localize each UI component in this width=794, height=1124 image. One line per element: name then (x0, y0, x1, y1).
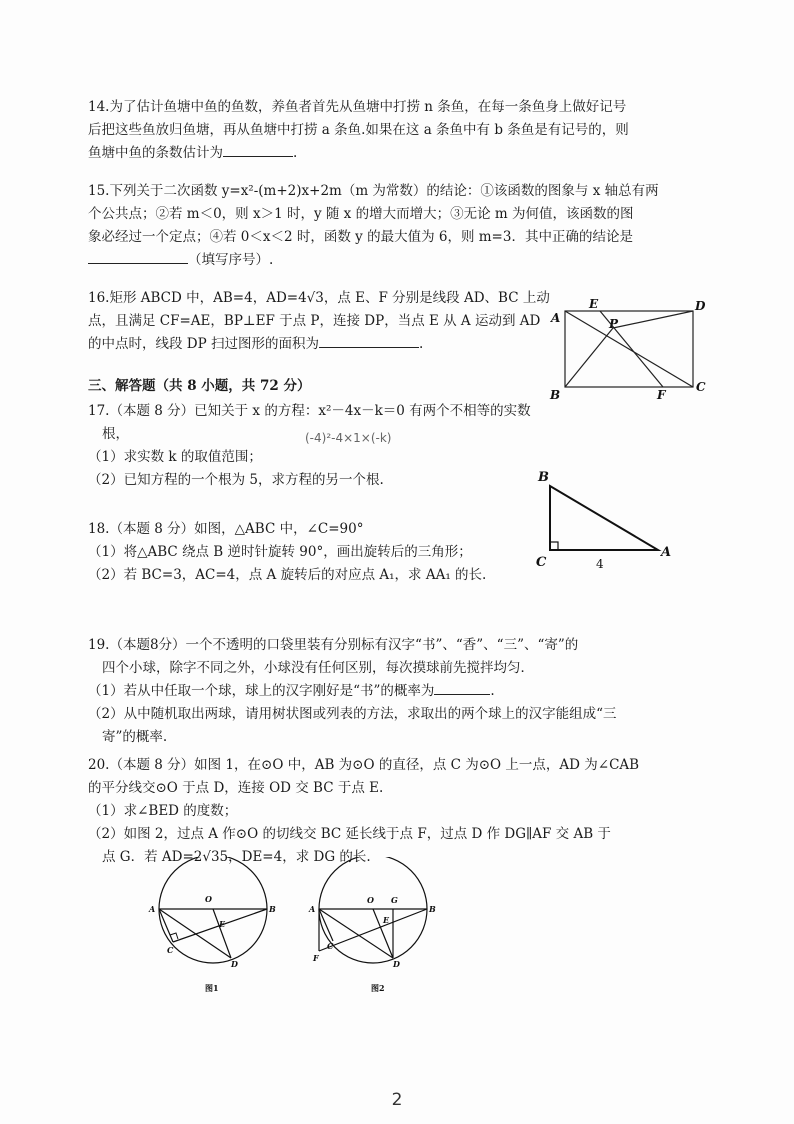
q16-line1: 16.矩形 ABCD 中，AB=4，AD=4√3，点 E、F 分别是线段 AD、BC 上动 (88, 290, 550, 306)
question-19 (88, 634, 668, 749)
question-18 (88, 518, 528, 587)
q20-figure-1 (145, 857, 285, 999)
q19-line1: 19.（本题8分）一个不透明的口袋里装有分别标有汉字“书”、“香”、“三”、“寄”的 (88, 637, 579, 653)
q19-line2: 四个小球，除字不同之外，小球没有任何区别，每次摸球前先搅拌均匀． (102, 660, 534, 676)
q20-part1: （1）求∠BED 的度数； (88, 803, 238, 819)
q20-figure-2 (305, 857, 445, 999)
question-14 (88, 96, 648, 165)
q17-part1: （1）求实数 k 的取值范围； (88, 449, 262, 465)
label-c: C (696, 380, 706, 394)
label-e: E (589, 298, 599, 311)
q18-part1: （1）将△ABC 绕点 B 逆时针旋转 90°，画出旋转后的三角形； (88, 544, 472, 560)
segment-ac (565, 311, 693, 387)
label-b: B (538, 470, 549, 485)
label-a: A (149, 904, 156, 914)
label-d: D (393, 959, 400, 969)
label-b: B (429, 904, 436, 914)
label-p: P (609, 317, 619, 331)
label-b: B (269, 904, 276, 914)
q16-answer-blank[interactable] (319, 333, 419, 348)
q18-triangle-figure (530, 468, 680, 573)
q19-part2b: 寄”的概率. (102, 729, 168, 745)
label-g: G (391, 895, 398, 905)
q20-part2a: （2）如图 2，过点 A 作⊙O 的切线交 BC 延长线于点 F，过点 D 作 DG∥AF 交 AB 于 (88, 826, 611, 842)
q17-line2: 根， (102, 426, 129, 442)
label-o: O (367, 895, 374, 905)
q20-line2: 的平分线交⊙O 于点 D，连接 OD 交 BC 于点 E. (88, 780, 384, 796)
q14-line1: 14.为了估计鱼塘中鱼的鱼数，养鱼者首先从鱼塘中打捞 n 条鱼，在每一条鱼身上做好记号 (88, 99, 627, 115)
q16-rectangle-figure (545, 298, 710, 403)
q18-part2: （2）若 BC=3，AC=4，点 A 旋转后的对应点 A₁，求 AA₁ 的长. (88, 567, 487, 583)
label-side-length: 4 (596, 557, 604, 571)
label-f: F (313, 953, 319, 963)
label-c: C (536, 555, 547, 570)
q15-line2: 个公共点；②若 m＜0，则 x＞1 时，y 随 x 的增大而增大；③无论 m 为何值，该函数的图 (88, 206, 634, 222)
label-c: C (327, 941, 334, 951)
label-f: F (657, 388, 666, 402)
segment-dp (613, 311, 693, 328)
segment-bp (565, 328, 613, 387)
q14-line3: 鱼塘中鱼的条数估计为 . (88, 142, 648, 165)
figure-1-caption: 图1 (205, 983, 219, 993)
figure-2-caption: 图2 (371, 983, 385, 993)
question-20 (88, 754, 668, 869)
label-d: D (695, 299, 706, 313)
question-16 (88, 287, 550, 356)
q18-line1: 18.（本题 8 分）如图，△ABC 中，∠C=90° (88, 521, 364, 537)
section-3-heading: 三、解答题（共 8 小题，共 72 分） (88, 378, 311, 394)
question-15 (88, 180, 659, 272)
label-o: O (205, 894, 212, 904)
page-number: 2 (391, 1090, 403, 1110)
label-a: A (309, 904, 316, 914)
label-b: B (550, 388, 561, 402)
q15-line1: 15.下列关于二次函数 y=x²-(m+2)x+2m（m 为常数）的结论：①该函数的图象与 x 轴总有两 (88, 183, 659, 199)
label-a: A (551, 311, 561, 325)
q20-line1: 20.（本题 8 分）如图 1，在⊙O 中，AB 为⊙O 的直径，点 C 为⊙O 上一点，AD 为∠CAB (88, 757, 640, 773)
q19-part2a: （2）从中随机取出两球，请用树状图或列表的方法，求取出的两个球上的汉字能组成“三 (88, 706, 617, 722)
question-17 (88, 400, 548, 492)
q14-answer-blank[interactable] (223, 142, 293, 157)
q19-part1: （1）若从中任取一个球，球上的汉字刚好是“书”的概率为 . (88, 680, 668, 703)
q16-line3: 的中点时，线段 DP 扫过图形的面积为 . (88, 333, 538, 356)
q15-line3: 象必经过一个定点；④若 0＜x＜2 时，函数 y 的最大值为 6，则 m=3．其中正确的结论是 (88, 229, 633, 245)
handwritten-note: (-4)²-4×1×(-k) (305, 431, 392, 445)
triangle-abc (550, 486, 658, 550)
label-e: E (383, 915, 390, 925)
q15-answer-blank[interactable] (88, 249, 188, 264)
label-a: A (661, 545, 672, 560)
label-d: D (231, 959, 238, 969)
q15-line4: （填写序号）. (88, 249, 648, 272)
right-angle-mark (550, 542, 558, 550)
q14-line2: 后把这些鱼放归鱼塘，再从鱼塘中打捞 a 条鱼.如果在这 a 条鱼中有 b 条鱼是有记号的，则 (88, 122, 629, 138)
q17-line1: 17.（本题 8 分）已知关于 x 的方程：x²－4x－k＝0 有两个不相等的实数 (88, 403, 531, 419)
q20-part2b: 点 G．若 AD=2√35，DE=4，求 DG 的长. (102, 849, 371, 865)
label-c: C (167, 945, 174, 955)
q16-line2: 点，且满足 CF=AE，BP⊥EF 于点 P，连接 DP，当点 E 从 A 运动到 AD (88, 313, 541, 329)
q17-part2: （2）已知方程的一个根为 5，求方程的另一个根. (88, 472, 384, 488)
q19-answer-blank[interactable] (434, 680, 490, 695)
segment-od (213, 909, 231, 958)
label-e: E (219, 919, 226, 929)
